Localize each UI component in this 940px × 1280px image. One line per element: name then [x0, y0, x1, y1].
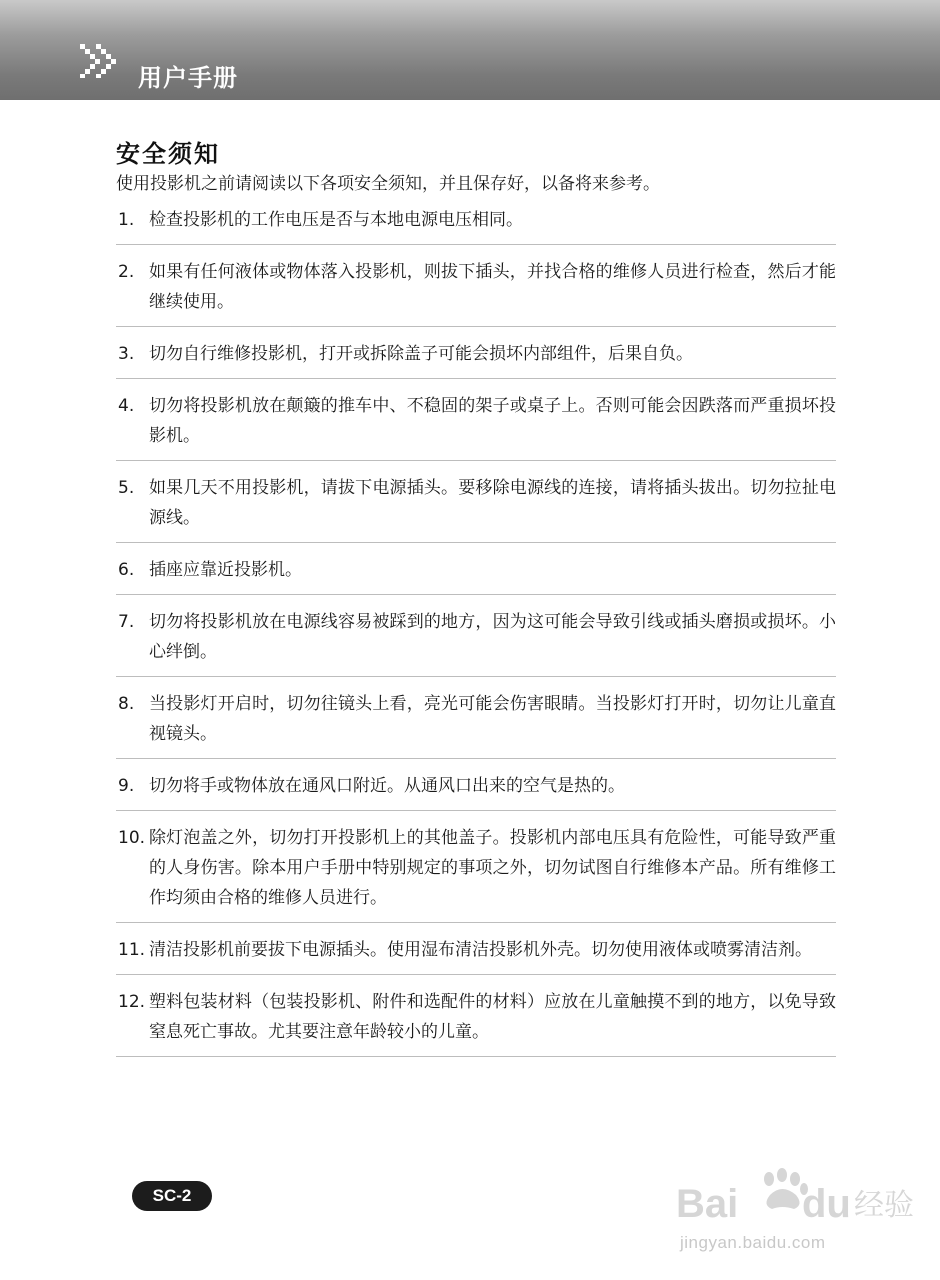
header-bar — [0, 0, 940, 100]
manual-title: 用户手册 — [138, 64, 238, 92]
list-item — [116, 553, 836, 595]
item-number: 5. — [118, 478, 135, 498]
watermark-url: jingyan.baidu.com — [680, 1233, 826, 1252]
list-item — [116, 769, 836, 811]
svg-text:du: du — [802, 1182, 851, 1226]
section-title: 安全须知 — [116, 140, 220, 168]
item-number: 7. — [118, 612, 135, 632]
item-number: 6. — [118, 560, 135, 580]
item-number: 8. — [118, 694, 135, 714]
item-number: 9. — [118, 776, 135, 796]
list-item — [116, 389, 836, 461]
list-item — [116, 821, 836, 923]
watermark — [670, 1135, 914, 1265]
intro-text: 使用投影机之前请阅读以下各项安全须知，并且保存好，以备将来参考。 — [116, 174, 660, 194]
item-number: 12. — [118, 992, 146, 1012]
item-text: 切勿将手或物体放在通风口附近。从通风口出来的空气是热的。 — [149, 776, 625, 796]
svg-text:Bai: Bai — [676, 1182, 739, 1226]
item-number: 10. — [118, 828, 146, 848]
item-text: 切勿自行维修投影机，打开或拆除盖子可能会损坏内部组件，后果自负。 — [149, 344, 693, 364]
list-item — [116, 255, 836, 327]
safety-list — [116, 203, 836, 1067]
list-item — [116, 337, 836, 379]
item-number: 1. — [118, 210, 135, 230]
item-text: 如果有任何液体或物体落入投影机，则拔下插头，并找合格的维修人员进行检查，然后才能继续使用。 — [149, 262, 836, 312]
item-text: 清洁投影机前要拔下电源插头。使用湿布清洁投影机外壳。切勿使用液体或喷雾清洁剂。 — [149, 940, 812, 960]
item-text: 检查投影机的工作电压是否与本地电源电压相同。 — [149, 210, 523, 230]
list-item — [116, 687, 836, 759]
item-number: 11. — [118, 940, 146, 960]
item-text: 当投影灯开启时，切勿往镜头上看，亮光可能会伤害眼睛。当投影灯打开时，切勿让儿童直视镜头。 — [149, 694, 836, 744]
item-text: 如果几天不用投影机，请拔下电源插头。要移除电源线的连接，请将插头拔出。切勿拉扯电源线。 — [149, 478, 836, 528]
item-text: 切勿将投影机放在颠簸的推车中、不稳固的架子或桌子上。否则可能会因跌落而严重损坏投影机。 — [149, 396, 836, 446]
baidu-logo-watermark — [674, 1165, 914, 1226]
item-text: 切勿将投影机放在电源线容易被踩到的地方，因为这可能会导致引线或插头磨损或损坏。小心绊倒。 — [149, 612, 836, 662]
item-number: 4. — [118, 396, 135, 416]
list-item — [116, 985, 836, 1057]
item-text: 塑料包装材料（包装投影机、附件和选配件的材料）应放在儿童触摸不到的地方，以免导致窒息死亡事故。尤其要注意年龄较小的儿童。 — [149, 992, 836, 1042]
double-chevron-right-icon — [78, 42, 128, 78]
item-text: 插座应靠近投影机。 — [149, 560, 302, 580]
list-item — [116, 933, 836, 975]
item-number: 2. — [118, 262, 135, 282]
list-item — [116, 203, 836, 245]
svg-text:经验: 经验 — [854, 1188, 914, 1223]
item-text: 除灯泡盖之外，切勿打开投影机上的其他盖子。投影机内部电压具有危险性，可能导致严重的人身伤害。除本用户手册中特别规定的事项之外，切勿试图自行维修本产品。所有维修工作均须由合格的维修人员进行。 — [149, 828, 836, 908]
page-number-badge: SC-2 — [132, 1181, 212, 1211]
list-item — [116, 471, 836, 543]
item-number: 3. — [118, 344, 135, 364]
list-item — [116, 605, 836, 677]
